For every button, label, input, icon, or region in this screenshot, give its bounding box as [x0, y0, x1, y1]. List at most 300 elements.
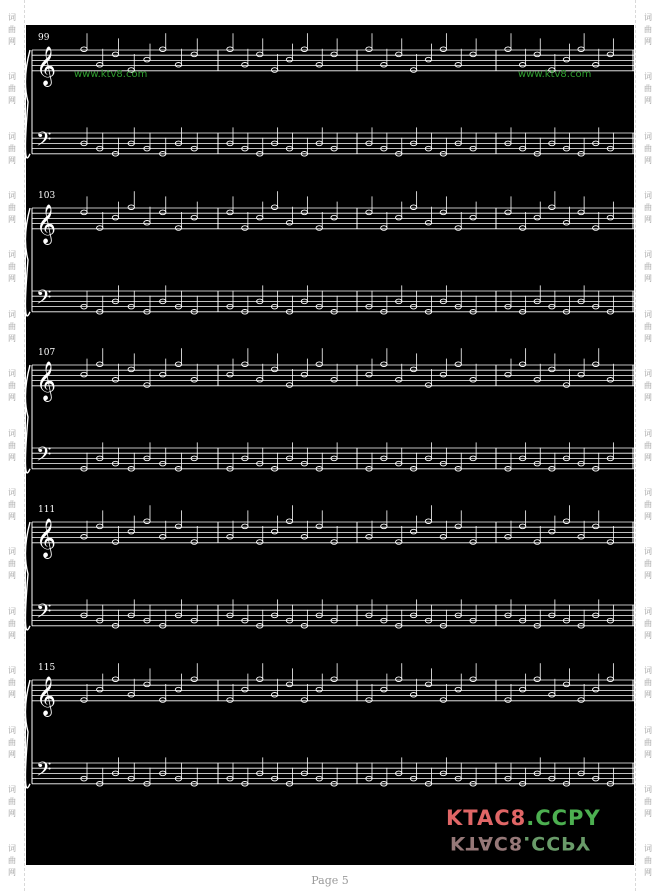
- side-watermark-group: [644, 59, 652, 118]
- treble-note: [607, 215, 613, 220]
- side-watermark-char: 曲: [8, 856, 16, 866]
- side-watermark-char: 词: [8, 784, 16, 794]
- side-watermark-char: 网: [8, 511, 16, 521]
- side-watermark-char: 曲: [8, 440, 16, 450]
- treble-note: [519, 63, 525, 68]
- watermark-url-right: www.ktv8.com: [518, 69, 592, 80]
- treble-note: [578, 698, 584, 703]
- side-watermark-char: 词: [644, 250, 652, 260]
- treble-note: [128, 367, 134, 372]
- treble-note: [505, 698, 511, 703]
- treble-note: [470, 378, 476, 383]
- treble-note: [112, 540, 118, 545]
- treble-note: [549, 693, 555, 698]
- side-watermark-char: 曲: [8, 143, 16, 153]
- treble-note: [191, 52, 197, 57]
- side-watermark-char: 网: [8, 868, 16, 878]
- treble-note: [257, 677, 263, 682]
- treble-note: [396, 52, 402, 57]
- treble-note: [175, 226, 181, 231]
- side-watermark-char: 曲: [644, 618, 652, 628]
- treble-note: [227, 372, 233, 377]
- system-brace: [26, 365, 30, 473]
- treble-note: [549, 529, 555, 534]
- side-watermark-char: 网: [644, 749, 652, 759]
- treble-note: [505, 210, 511, 215]
- treble-note: [455, 226, 461, 231]
- treble-note: [97, 687, 103, 692]
- left-margin-watermark: [0, 0, 25, 891]
- system-brace: [26, 208, 30, 316]
- treble-note: [578, 47, 584, 52]
- treble-note: [366, 210, 372, 215]
- side-watermark-char: 网: [644, 452, 652, 462]
- treble-note: [396, 378, 402, 383]
- side-watermark-char: 词: [8, 131, 16, 141]
- treble-note: [301, 47, 307, 52]
- treble-note: [440, 698, 446, 703]
- treble-note: [81, 47, 87, 52]
- bass-clef: 𝄢: [36, 285, 52, 314]
- side-watermark-group: [644, 832, 652, 891]
- treble-note: [505, 372, 511, 377]
- treble-note: [271, 529, 277, 534]
- side-watermark-char: 曲: [8, 381, 16, 391]
- side-watermark-group: [644, 416, 652, 475]
- side-watermark-group: [8, 238, 16, 297]
- side-watermark-char: 词: [644, 190, 652, 200]
- side-watermark-char: 曲: [644, 381, 652, 391]
- right-margin-watermark: [635, 0, 660, 891]
- treble-note: [112, 52, 118, 57]
- treble-note: [128, 205, 134, 210]
- bass-clef: 𝄢: [36, 757, 52, 786]
- side-watermark-char: 曲: [8, 262, 16, 272]
- treble-note: [175, 524, 181, 529]
- side-watermark-char: 曲: [644, 143, 652, 153]
- treble-note: [549, 367, 555, 372]
- treble-note: [381, 63, 387, 68]
- bass-clef: 𝄢: [36, 127, 52, 156]
- treble-note: [534, 52, 540, 57]
- side-watermark-char: 网: [8, 36, 16, 46]
- side-watermark-group: [644, 653, 652, 712]
- side-watermark-char: 词: [644, 72, 652, 82]
- treble-note: [549, 205, 555, 210]
- side-watermark-char: 词: [8, 487, 16, 497]
- side-watermark-group: [8, 0, 16, 59]
- treble-note: [410, 367, 416, 372]
- treble-note: [366, 698, 372, 703]
- measure-number: 115: [38, 663, 56, 673]
- treble-note: [301, 210, 307, 215]
- side-watermark-group: [644, 238, 652, 297]
- treble-note: [316, 524, 322, 529]
- treble-note: [563, 682, 569, 687]
- side-watermark-char: 曲: [8, 84, 16, 94]
- treble-clef: 𝄞: [36, 675, 57, 716]
- side-watermark-char: 词: [8, 309, 16, 319]
- side-watermark-char: 曲: [644, 321, 652, 331]
- treble-note: [607, 378, 613, 383]
- treble-note: [301, 372, 307, 377]
- side-watermark-char: 曲: [8, 559, 16, 569]
- side-watermark-group: [8, 772, 16, 831]
- treble-note: [593, 226, 599, 231]
- treble-note: [242, 63, 248, 68]
- side-watermark-char: 词: [644, 844, 652, 854]
- logo-reflection-green: .CCPY: [523, 832, 591, 854]
- treble-clef: 𝄞: [36, 360, 57, 401]
- side-watermark-char: 曲: [644, 440, 652, 450]
- side-watermark-char: 网: [8, 808, 16, 818]
- side-watermark-group: [8, 535, 16, 594]
- side-watermark-char: 词: [644, 12, 652, 22]
- side-watermark-char: 词: [8, 844, 16, 854]
- side-watermark-char: 网: [8, 630, 16, 640]
- treble-note: [563, 519, 569, 524]
- side-watermark-char: 网: [8, 452, 16, 462]
- treble-note: [175, 362, 181, 367]
- side-watermark-char: 词: [8, 606, 16, 616]
- treble-note: [607, 52, 613, 57]
- side-watermark-char: 词: [644, 309, 652, 319]
- treble-note: [316, 362, 322, 367]
- side-watermark-group: [8, 594, 16, 653]
- treble-note: [191, 677, 197, 682]
- side-watermark-char: 词: [644, 666, 652, 676]
- treble-note: [81, 210, 87, 215]
- side-watermark-char: 曲: [644, 84, 652, 94]
- treble-note: [331, 378, 337, 383]
- treble-note: [534, 378, 540, 383]
- treble-note: [425, 57, 431, 62]
- treble-note: [455, 524, 461, 529]
- treble-note: [331, 52, 337, 57]
- treble-note: [593, 362, 599, 367]
- treble-note: [301, 698, 307, 703]
- side-watermark-char: 曲: [644, 202, 652, 212]
- side-watermark-char: 网: [644, 511, 652, 521]
- treble-note: [286, 519, 292, 524]
- side-watermark-char: 曲: [644, 24, 652, 34]
- side-watermark-char: 曲: [8, 618, 16, 628]
- treble-note: [316, 226, 322, 231]
- treble-note: [286, 57, 292, 62]
- measure-number: 99: [38, 33, 50, 43]
- side-watermark-char: 网: [644, 630, 652, 640]
- treble-note: [440, 47, 446, 52]
- treble-note: [470, 540, 476, 545]
- treble-note: [410, 205, 416, 210]
- treble-note: [175, 63, 181, 68]
- treble-note: [128, 529, 134, 534]
- treble-note: [331, 540, 337, 545]
- side-watermark-char: 网: [644, 690, 652, 700]
- treble-note: [534, 215, 540, 220]
- treble-note: [455, 362, 461, 367]
- side-watermark-char: 网: [644, 868, 652, 878]
- bass-clef: 𝄢: [36, 442, 52, 471]
- side-watermark-group: [644, 0, 652, 59]
- side-watermark-char: 曲: [8, 796, 16, 806]
- treble-note: [286, 383, 292, 388]
- bass-clef: 𝄢: [36, 599, 52, 628]
- side-watermark-char: 词: [644, 428, 652, 438]
- treble-note: [505, 47, 511, 52]
- treble-note: [470, 215, 476, 220]
- side-watermark-group: [8, 653, 16, 712]
- side-watermark-char: 词: [8, 547, 16, 557]
- side-watermark-char: 词: [8, 190, 16, 200]
- side-watermark-char: 网: [644, 36, 652, 46]
- treble-note: [257, 540, 263, 545]
- treble-note: [425, 383, 431, 388]
- side-watermark-group: [8, 59, 16, 118]
- system-brace: [26, 522, 30, 630]
- treble-note: [257, 378, 263, 383]
- treble-note: [396, 677, 402, 682]
- treble-note: [607, 677, 613, 682]
- treble-note: [191, 540, 197, 545]
- site-logo: [446, 806, 616, 856]
- treble-note: [425, 682, 431, 687]
- logo-reflection-red: KTAC8: [450, 832, 524, 854]
- treble-note: [175, 687, 181, 692]
- treble-clef: 𝄞: [36, 203, 57, 244]
- side-watermark-group: [644, 356, 652, 415]
- side-watermark-group: [8, 356, 16, 415]
- treble-note: [144, 682, 150, 687]
- treble-note: [160, 698, 166, 703]
- logo-part-green: .CCPY: [526, 806, 601, 830]
- treble-note: [242, 687, 248, 692]
- treble-note: [81, 535, 87, 540]
- treble-note: [160, 210, 166, 215]
- treble-note: [301, 535, 307, 540]
- treble-note: [519, 362, 525, 367]
- measure-number: 107: [38, 348, 56, 358]
- side-watermark-char: 网: [644, 274, 652, 284]
- side-watermark-char: 曲: [644, 499, 652, 509]
- logo-part-red: KTAC8: [446, 806, 527, 830]
- treble-note: [563, 221, 569, 226]
- treble-note: [316, 63, 322, 68]
- treble-note: [396, 540, 402, 545]
- treble-note: [396, 215, 402, 220]
- treble-note: [381, 362, 387, 367]
- treble-note: [112, 215, 118, 220]
- system-brace: [26, 50, 30, 158]
- page-number: Page 5: [311, 874, 349, 887]
- treble-note: [81, 372, 87, 377]
- treble-note: [381, 524, 387, 529]
- side-watermark-group: [644, 475, 652, 534]
- treble-note: [271, 205, 277, 210]
- treble-note: [455, 687, 461, 692]
- treble-note: [534, 540, 540, 545]
- side-watermark-group: [644, 178, 652, 237]
- treble-note: [366, 535, 372, 540]
- treble-note: [227, 47, 233, 52]
- treble-note: [593, 524, 599, 529]
- system-brace: [26, 680, 30, 788]
- side-watermark-char: 曲: [644, 737, 652, 747]
- measure-number: 111: [38, 505, 56, 515]
- side-watermark-char: 网: [644, 808, 652, 818]
- side-watermark-char: 词: [644, 725, 652, 735]
- side-watermark-char: 词: [8, 666, 16, 676]
- treble-note: [160, 535, 166, 540]
- side-watermark-group: [644, 772, 652, 831]
- side-watermark-char: 词: [644, 784, 652, 794]
- treble-note: [593, 687, 599, 692]
- treble-note: [578, 210, 584, 215]
- side-watermark-char: 词: [644, 487, 652, 497]
- side-watermark-group: [644, 713, 652, 772]
- score-canvas: [26, 25, 634, 865]
- treble-note: [366, 47, 372, 52]
- treble-note: [112, 677, 118, 682]
- side-watermark-char: 网: [8, 749, 16, 759]
- treble-note: [505, 535, 511, 540]
- side-watermark-char: 网: [644, 571, 652, 581]
- treble-note: [97, 226, 103, 231]
- measure-number: 103: [38, 191, 56, 201]
- side-watermark-char: 曲: [644, 678, 652, 688]
- treble-note: [227, 210, 233, 215]
- side-watermark-char: 词: [8, 369, 16, 379]
- treble-note: [440, 372, 446, 377]
- treble-note: [455, 63, 461, 68]
- treble-note: [191, 215, 197, 220]
- side-watermark-group: [644, 119, 652, 178]
- treble-note: [316, 687, 322, 692]
- treble-note: [97, 524, 103, 529]
- watermark-url-left: www.ktv8.com: [74, 69, 148, 80]
- treble-note: [470, 52, 476, 57]
- side-watermark-char: 曲: [644, 796, 652, 806]
- side-watermark-char: 网: [8, 274, 16, 284]
- treble-note: [519, 226, 525, 231]
- treble-note: [366, 372, 372, 377]
- treble-note: [242, 226, 248, 231]
- treble-note: [144, 383, 150, 388]
- treble-note: [440, 210, 446, 215]
- treble-note: [160, 372, 166, 377]
- treble-note: [331, 677, 337, 682]
- side-watermark-char: 网: [8, 155, 16, 165]
- treble-note: [578, 372, 584, 377]
- side-watermark-char: 曲: [8, 737, 16, 747]
- side-watermark-char: 网: [8, 571, 16, 581]
- treble-note: [97, 63, 103, 68]
- side-watermark-char: 网: [8, 690, 16, 700]
- side-watermark-group: [8, 297, 16, 356]
- side-watermark-char: 词: [8, 428, 16, 438]
- treble-note: [607, 540, 613, 545]
- side-watermark-char: 曲: [8, 321, 16, 331]
- side-watermark-char: 曲: [644, 262, 652, 272]
- treble-note: [563, 57, 569, 62]
- treble-clef: 𝄞: [36, 45, 57, 86]
- treble-note: [144, 519, 150, 524]
- side-watermark-char: 曲: [8, 202, 16, 212]
- treble-note: [593, 63, 599, 68]
- side-watermark-char: 网: [644, 393, 652, 403]
- side-watermark-char: 词: [644, 547, 652, 557]
- side-watermark-group: [8, 119, 16, 178]
- side-watermark-char: 曲: [644, 856, 652, 866]
- side-watermark-char: 曲: [644, 559, 652, 569]
- side-watermark-char: 词: [8, 725, 16, 735]
- side-watermark-char: 曲: [8, 678, 16, 688]
- treble-note: [410, 68, 416, 73]
- treble-note: [410, 529, 416, 534]
- treble-note: [271, 367, 277, 372]
- treble-note: [128, 693, 134, 698]
- treble-note: [425, 519, 431, 524]
- treble-note: [578, 535, 584, 540]
- side-watermark-char: 词: [644, 131, 652, 141]
- treble-note: [191, 378, 197, 383]
- treble-note: [470, 677, 476, 682]
- treble-note: [425, 221, 431, 226]
- treble-note: [519, 687, 525, 692]
- treble-note: [381, 226, 387, 231]
- treble-note: [271, 693, 277, 698]
- side-watermark-group: [8, 475, 16, 534]
- side-watermark-char: 词: [8, 250, 16, 260]
- treble-note: [112, 378, 118, 383]
- treble-note: [410, 693, 416, 698]
- side-watermark-group: [8, 416, 16, 475]
- treble-note: [97, 362, 103, 367]
- treble-note: [242, 524, 248, 529]
- treble-note: [227, 698, 233, 703]
- treble-note: [257, 52, 263, 57]
- side-watermark-char: 网: [8, 393, 16, 403]
- side-watermark-char: 网: [644, 214, 652, 224]
- side-watermark-char: 网: [8, 214, 16, 224]
- treble-note: [257, 215, 263, 220]
- side-watermark-char: 词: [8, 12, 16, 22]
- side-watermark-group: [8, 178, 16, 237]
- treble-note: [381, 687, 387, 692]
- side-watermark-char: 网: [8, 96, 16, 106]
- treble-note: [534, 677, 540, 682]
- treble-note: [81, 698, 87, 703]
- treble-note: [286, 221, 292, 226]
- side-watermark-char: 网: [8, 333, 16, 343]
- side-watermark-char: 网: [644, 333, 652, 343]
- side-watermark-group: [644, 594, 652, 653]
- treble-note: [331, 215, 337, 220]
- treble-clef: 𝄞: [36, 517, 57, 558]
- treble-note: [227, 535, 233, 540]
- side-watermark-char: 词: [644, 369, 652, 379]
- treble-note: [271, 68, 277, 73]
- side-watermark-group: [644, 297, 652, 356]
- treble-note: [144, 57, 150, 62]
- treble-note: [160, 47, 166, 52]
- treble-note: [440, 535, 446, 540]
- side-watermark-char: 网: [644, 96, 652, 106]
- treble-note: [144, 221, 150, 226]
- treble-note: [286, 682, 292, 687]
- sheet-music-page: [26, 25, 634, 887]
- side-watermark-char: 网: [644, 155, 652, 165]
